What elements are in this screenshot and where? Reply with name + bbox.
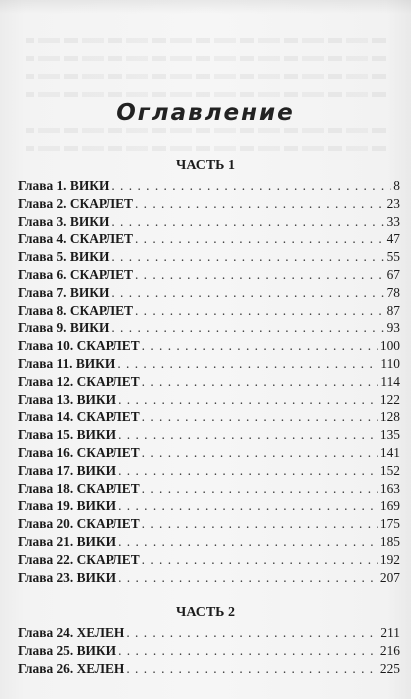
chapter-title: Глава 21. ВИКИ [18, 533, 117, 549]
page-number: 192 [379, 551, 400, 567]
page-number: 141 [379, 444, 400, 460]
dot-leader [118, 497, 378, 515]
chapter-title: Глава 19. ВИКИ [18, 498, 117, 514]
toc-row[interactable] [18, 480, 400, 498]
toc-row[interactable] [18, 248, 400, 266]
dot-leader [118, 569, 378, 587]
dot-leader [111, 213, 384, 231]
dot-leader [135, 302, 385, 320]
toc-row[interactable] [18, 391, 400, 409]
toc-row[interactable] [18, 302, 400, 320]
page-number: 152 [379, 462, 400, 478]
chapter-title: Глава 1. ВИКИ [18, 178, 110, 193]
page-number: 78 [386, 284, 400, 300]
chapter-title: Глава 24. ХЕЛЕН [18, 625, 125, 640]
chapter-title: Глава 23. ВИКИ [18, 569, 117, 585]
page-number: 110 [380, 355, 400, 371]
toc-row[interactable] [18, 426, 400, 444]
page-header-shadow [0, 0, 411, 14]
page-number: 47 [386, 231, 400, 247]
chapter-title: Глава 14. СКАРЛЕТ [18, 409, 140, 425]
dot-leader [142, 551, 378, 569]
chapter-title: Глава 10. СКАРЛЕТ [18, 338, 140, 354]
toc-row[interactable] [18, 660, 400, 678]
toc-row[interactable] [18, 462, 400, 480]
dot-leader [142, 515, 378, 533]
dot-leader [135, 266, 385, 284]
toc-row[interactable] [18, 497, 400, 515]
toc-row[interactable] [18, 373, 400, 391]
dot-leader [142, 373, 379, 391]
page-number: 128 [379, 409, 400, 425]
toc-row[interactable] [18, 230, 400, 248]
page-number: 225 [379, 660, 400, 676]
show-through-line [26, 38, 386, 43]
toc-row[interactable] [18, 533, 400, 551]
chapter-title: Глава 9. ВИКИ [18, 320, 110, 336]
toc-row[interactable] [18, 569, 400, 587]
toc-row[interactable] [18, 444, 400, 462]
page-number: 100 [379, 338, 400, 354]
page-number: 163 [379, 480, 400, 496]
dot-leader [118, 462, 378, 480]
chapter-title: Глава 12. СКАРЛЕТ [18, 373, 140, 389]
page-number: 93 [386, 320, 400, 336]
page-number: 87 [386, 302, 400, 318]
part-heading: ЧАСТЬ 1 [176, 158, 235, 173]
chapter-title: Глава 16. СКАРЛЕТ [18, 444, 140, 460]
chapter-title: Глава 3. ВИКИ [18, 213, 110, 229]
dot-leader [142, 337, 378, 355]
toc-title: Оглавление [116, 100, 295, 126]
chapter-title: Глава 4. СКАРЛЕТ [18, 231, 133, 247]
page-number: 185 [379, 533, 400, 549]
page-number: 135 [379, 427, 400, 443]
chapter-title: Глава 25. ВИКИ [18, 642, 117, 658]
show-through-line [26, 92, 386, 97]
page-number: 122 [379, 391, 400, 407]
page-number: 8 [393, 178, 400, 193]
page-number: 114 [380, 373, 400, 389]
toc-row[interactable] [18, 319, 400, 337]
toc-row[interactable] [18, 213, 400, 231]
page-number: 216 [379, 642, 400, 658]
toc-list-part-1 [18, 177, 400, 586]
toc-row[interactable] [18, 624, 400, 642]
toc-row[interactable] [18, 284, 400, 302]
dot-leader [118, 642, 378, 660]
toc-row[interactable] [18, 408, 400, 426]
show-through-line [26, 56, 386, 61]
page-number: 67 [386, 266, 400, 282]
chapter-title: Глава 18. СКАРЛЕТ [18, 480, 140, 496]
toc-row[interactable] [18, 266, 400, 284]
toc-row[interactable] [18, 337, 400, 355]
page-number: 169 [379, 498, 400, 514]
part-heading: ЧАСТЬ 2 [176, 605, 235, 620]
chapter-title: Глава 8. СКАРЛЕТ [18, 302, 133, 318]
dot-leader [111, 319, 384, 337]
dot-leader [135, 230, 385, 248]
page-number: 33 [386, 213, 400, 229]
chapter-title: Глава 15. ВИКИ [18, 427, 117, 443]
dot-leader [118, 533, 378, 551]
chapter-title: Глава 20. СКАРЛЕТ [18, 516, 140, 532]
page-number: 211 [380, 625, 400, 640]
dot-leader [142, 408, 378, 426]
dot-leader [111, 248, 384, 266]
chapter-title: Глава 17. ВИКИ [18, 462, 117, 478]
show-through-line [26, 146, 386, 151]
toc-row[interactable] [18, 551, 400, 569]
chapter-title: Глава 22. СКАРЛЕТ [18, 551, 140, 567]
dot-leader [135, 195, 385, 213]
chapter-title: Глава 11. ВИКИ [18, 355, 116, 371]
toc-row[interactable] [18, 515, 400, 533]
toc-row[interactable] [18, 355, 400, 373]
chapter-title: Глава 7. ВИКИ [18, 284, 110, 300]
show-through-line [26, 128, 386, 133]
page-number: 55 [386, 249, 400, 265]
chapter-title: Глава 2. СКАРЛЕТ [18, 195, 133, 211]
dot-leader [111, 177, 391, 195]
dot-leader [126, 660, 378, 678]
dot-leader [142, 444, 378, 462]
page-number: 175 [379, 516, 400, 532]
page-number: 23 [386, 195, 400, 211]
toc-row[interactable] [18, 642, 400, 660]
chapter-title: Глава 6. СКАРЛЕТ [18, 266, 133, 282]
dot-leader [118, 426, 378, 444]
chapter-title: Глава 26. ХЕЛЕН [18, 660, 125, 676]
show-through-line [26, 74, 386, 79]
chapter-title: Глава 5. ВИКИ [18, 249, 110, 265]
dot-leader [111, 284, 384, 302]
page-number: 207 [379, 569, 400, 585]
toc-row[interactable] [18, 177, 400, 195]
toc-list-part-2 [18, 624, 400, 677]
dot-leader [126, 624, 378, 642]
dot-leader [142, 480, 378, 498]
toc-row[interactable] [18, 195, 400, 213]
chapter-title: Глава 13. ВИКИ [18, 391, 117, 407]
dot-leader [118, 391, 378, 409]
dot-leader [117, 355, 378, 373]
